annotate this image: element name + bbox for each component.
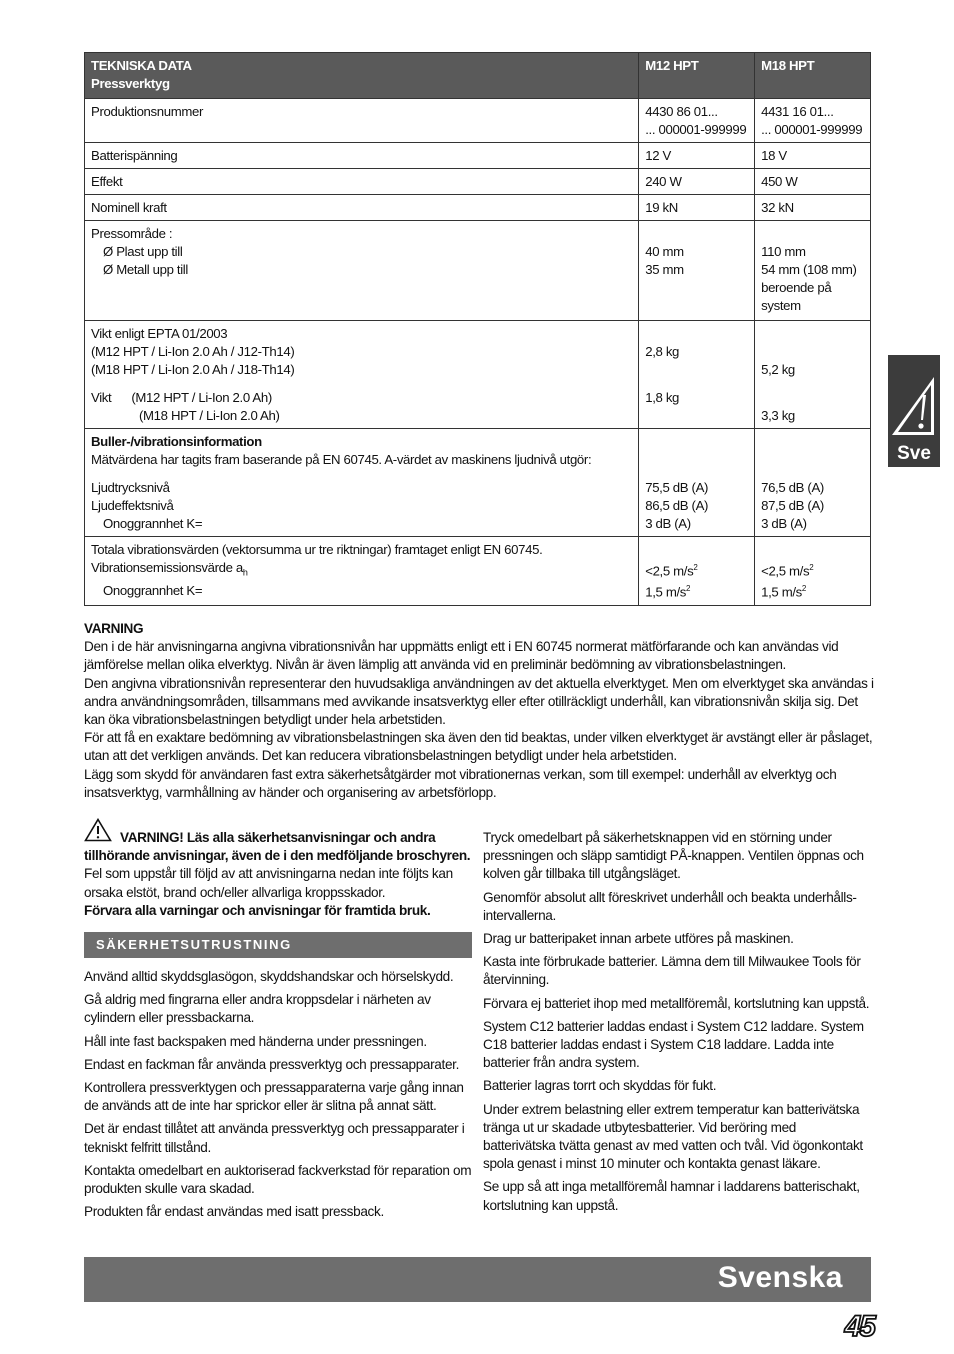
page-number: 45 <box>844 1310 874 1343</box>
row-label: Produktionsnummer <box>85 99 639 143</box>
table-row <box>85 537 871 606</box>
row-value-m12: 240 W <box>639 169 755 195</box>
table-row <box>85 99 871 143</box>
list-item: Endast en fackman får använda pressverktyg och pressapparater. <box>84 1056 460 1072</box>
safety-warning-keep: Förvara alla varningar och anvisningar för framtida bruk. <box>84 902 431 918</box>
safety-warning-block <box>84 829 472 920</box>
left-column <box>84 829 472 1226</box>
row-value-m18: 5,2 kg 3,3 kg <box>755 321 871 429</box>
right-column <box>483 829 871 1220</box>
footer-language-title: Svenska <box>717 1261 843 1294</box>
language-side-tab <box>888 355 940 467</box>
table-row <box>85 195 871 221</box>
row-value-m18: 450 W <box>755 169 871 195</box>
row-value-m18: 18 V <box>755 143 871 169</box>
varning-paragraph: Den i de här anvisningarna angivna vibrationsnivån har uppmätts enligt ett i EN 60745 normerat mätförfarande och kan användas vid jämförelse mellan olika elverktyg. Nivån är även lämplig att använda vid en preliminär bedömning av vibrationsbelastningen. <box>84 639 839 673</box>
list-item: Tryck omedelbart på säkerhetsknappen vid en störning under pressningen och släpp samtidigt PÅ-knappen. Ventilen öppnas och kolven går tillbaka till utgångsläget. <box>483 830 864 882</box>
varning-paragraph: Lägg som skydd för användaren fast extra säkerhetsåtgärder mot vibrationernas verkan, som till exempel: underhåll av elverktyg och insatsverktyg, varmhållning av händer och organisering av arbetsförlopp. <box>84 766 837 800</box>
table-row <box>85 221 871 321</box>
row-value-m18: 4431 16 01... ... 000001-999999 <box>755 99 871 143</box>
list-item: System C12 batterier laddas endast i System C12 laddare. System C18 batterier laddas endast i System C18 laddare. Ladda inte batterier från andra system. <box>483 1018 864 1071</box>
list-item: Gå aldrig med fingrarna eller andra kroppsdelar i närheten av cylindern eller pressbackarna. <box>84 992 431 1026</box>
row-label: Pressområde : Ø Plast upp till Ø Metall upp till <box>85 221 639 321</box>
row-value-m12: 12 V <box>639 143 755 169</box>
varning-paragraph: För att få en exaktare bedömning av vibrationsbelastningen ska även den tid beaktas, under vilken elverktyget är avstängt eller är påslaget, utan att det verkligen används. Det kan reducera vibrationsbelastningen betydligt under hela arbetstiden. <box>84 730 873 764</box>
varning-heading: VARNING <box>84 621 144 636</box>
table-row <box>85 143 871 169</box>
side-tab-label: Sve <box>897 443 931 464</box>
list-item: Se upp så att inga metallföremål hamnar i laddarens batterischakt, kortslutning kan uppstå. <box>483 1179 860 1213</box>
row-label: Totala vibrationsvärden (vektorsumma ur tre riktningar) framtaget enligt EN 60745. Vibrationsemissionsvärde $a_h$ Onoggrannhet K= <box>85 537 639 606</box>
safety-warning-text: Fel som uppstår till följd av att anvisningarna nedan inte följts kan orsaka elstöt, brand och/eller allvarliga kroppsskador. <box>84 866 453 900</box>
row-label: Effekt <box>85 169 639 195</box>
row-label: Vikt enligt EPTA 01/2003 (M12 HPT / Li-Ion 2.0 Ah / J12-Th14) (M18 HPT / Li-Ion 2.0 Ah / J18-Th14) Vikt (M12 HPT / Li-Ion 2.0 Ah) (M18 HPT / Li-Ion 2.0 Ah) <box>85 321 639 429</box>
list-item: Batterier lagras torrt och skyddas för fukt. <box>483 1078 717 1094</box>
table-header-row <box>85 53 871 99</box>
row-value-m12: 75,5 dB (A) 86,5 dB (A) 3 dB (A) <box>639 429 755 537</box>
table-subtitle: Pressverktyg <box>91 76 170 91</box>
list-item: Kontrollera pressverktygen och pressapparaterna varje gång innan de används att de inte har sprickor eller är slitna på annat sätt. <box>84 1080 464 1114</box>
list-item: Genomför absolut allt föreskrivet underhåll och beakta underhålls-intervallerna. <box>483 889 857 923</box>
list-item: Använd alltid skyddsglasögon, skyddshandskar och hörselskydd. <box>84 969 454 985</box>
section-title-bar <box>84 932 472 958</box>
table-header-m12: M12 HPT <box>639 53 755 99</box>
row-value-m18: 32 kN <box>755 195 871 221</box>
warning-icon <box>890 375 938 437</box>
list-item: Kasta inte förbrukade batterier. Lämna dem till Milwaukee Tools för återvinning. <box>483 954 861 988</box>
table-row <box>85 321 871 429</box>
spec-table <box>84 52 871 606</box>
row-value-m12: 19 kN <box>639 195 755 221</box>
table-title: TEKNISKA DATA <box>91 58 192 73</box>
list-item: Produkten får endast användas med isatt pressback. <box>84 1204 384 1220</box>
list-item: Håll inte fast backspaken med händerna under pressningen. <box>84 1033 427 1049</box>
safety-warning-bold: VARNING! Läs alla säkerhetsanvisningar och andra tillhörande anvisningar, även de i den medföljande broschyren. <box>84 830 471 864</box>
section-title: SÄKERHETSUTRUSTNING <box>96 937 292 953</box>
row-value-m12: 40 mm 35 mm <box>639 221 755 321</box>
row-value-m18: 110 mm 54 mm (108 mm) beroende på system <box>755 221 871 321</box>
vibration-warning <box>84 620 874 802</box>
table-header-m18: M18 HPT <box>755 53 871 99</box>
row-value-m12: <2,5 $m/s^2$ 1,5 $m/s^2$ <box>639 537 755 606</box>
table-row <box>85 169 871 195</box>
row-value-m12: 2,8 kg 1,8 kg <box>639 321 755 429</box>
footer-bar <box>84 1257 871 1302</box>
varning-paragraph: Den angivna vibrationsnivån representerar den huvudsakliga användningen av det aktuella elverktyget. Men om elverktyget ska användas i andra användningsområden, tillsammans med avvikande insatsverktyg eller efter otillräckligt underhåll, kan vibrationsnivån skilja sig. Det kan öka vibrationsbelastningen betydligt under hela arbetstiden. <box>84 675 874 728</box>
list-item: Det är endast tillåtet att använda pressverktyg och pressapparater i tekniskt felfritt tillstånd. <box>84 1121 465 1155</box>
list-item: Förvara ej batteriet ihop med metallföremål, kortslutning kan uppstå. <box>483 995 870 1011</box>
row-value-m12: 4430 86 01... ... 000001-999999 <box>639 99 755 143</box>
row-label: Batterispänning <box>85 143 639 169</box>
table-row <box>85 429 871 537</box>
row-label: Nominell kraft <box>85 195 639 221</box>
row-label: Buller-/vibrationsinformation Mätvärdena har tagits fram baserande på EN 60745. A-värdet av maskinens ljudnivå utgör: Ljudtrycksnivå Ljudeffektsnivå Onoggrannhet K= <box>85 429 639 537</box>
list-item: Kontakta omedelbart en auktoriserad fackverkstad för reparation om produkten skulle vara skadad. <box>84 1162 472 1197</box>
row-value-m18: 76,5 dB (A) 87,5 dB (A) 3 dB (A) <box>755 429 871 537</box>
warning-triangle-icon <box>84 818 112 842</box>
list-item: Drag ur batteripaket innan arbete utföres på maskinen. <box>483 931 794 947</box>
list-item: Under extrem belastning eller extrem temperatur kan batterivätska tränga ut ur skadade utbytesbatterier. Vid beröring med batterivätska tvätta genast av med vatten och tvål. Vid ögonkontakt spola genast i minst 10 minuter och kontakta genast läkare. <box>483 1101 863 1172</box>
table-header-title <box>85 53 639 99</box>
row-value-m18: <2,5 $m/s^2$ 1,5 $m/s^2$ <box>755 537 871 606</box>
